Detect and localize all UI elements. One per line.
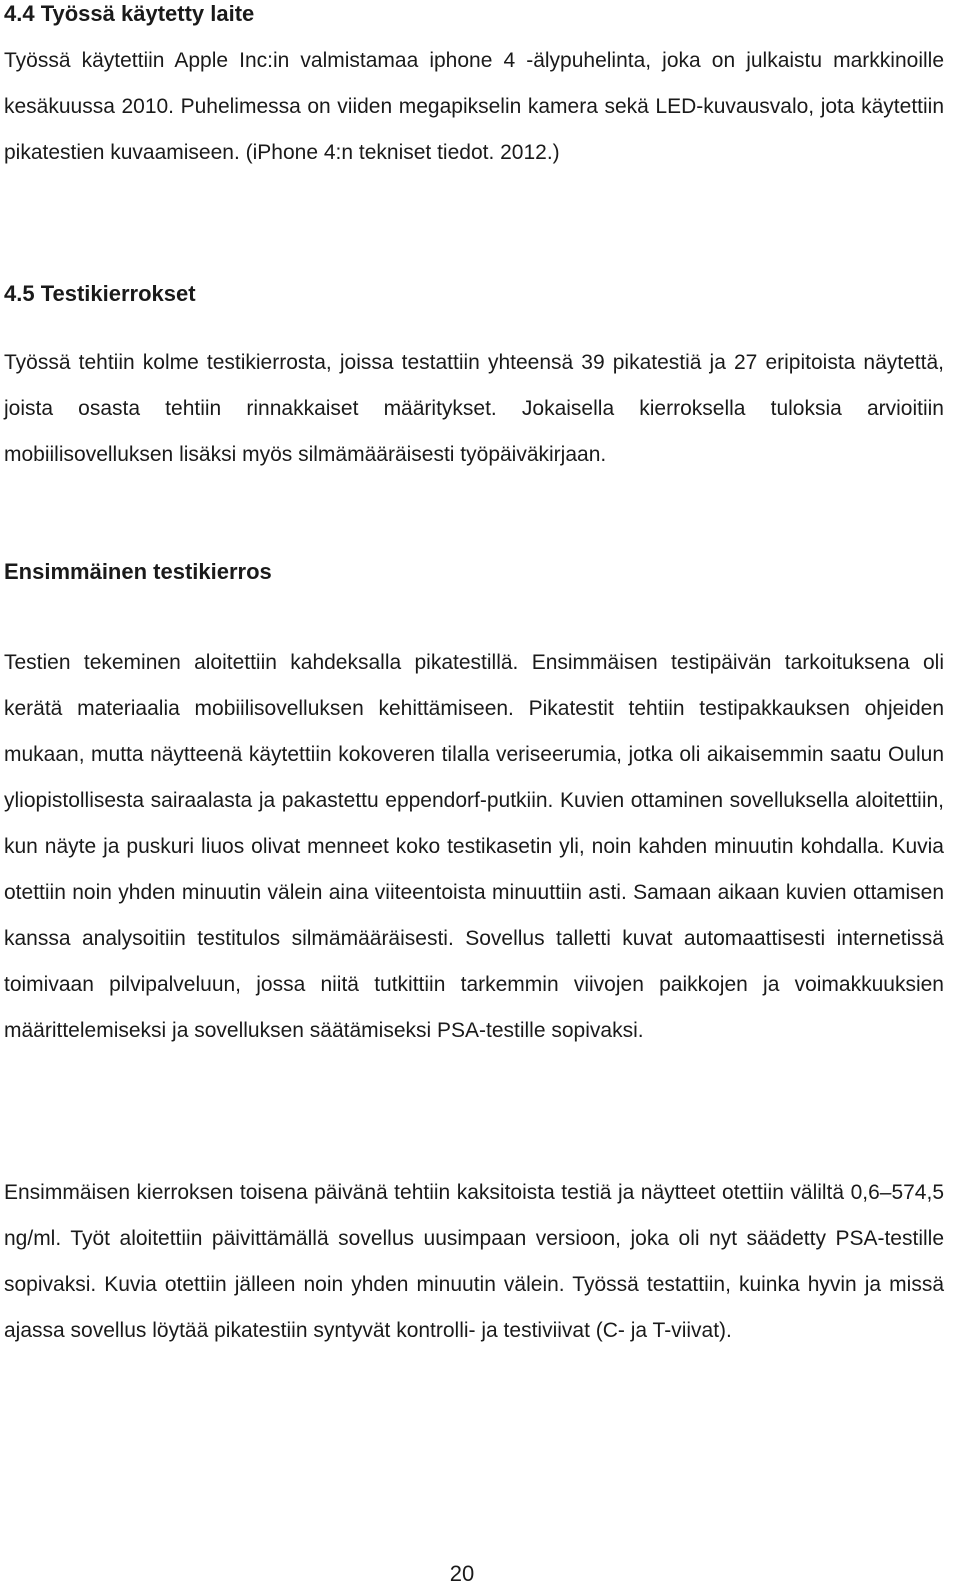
page-number: 20 xyxy=(449,1561,475,1586)
section-4-5-heading: 4.5 Testikierrokset xyxy=(4,281,196,306)
first-round-paragraph-2: Ensimmäisen kierroksen toisena päivänä tehtiin kaksitoista testiä ja näytteet otettiin väliltä 0,6–574,5 ng/ml. Työt aloitettiin päivittämällä sovellus uusimpaan versioon, joka oli nyt säädetty PSA-testille sopivaksi. Kuvia otettiin jälleen noin yhden minuutin välein. Työssä testattiin, kuinka hyvin ja missä ajassa sovellus löytää pikatestiin syntyvät kontrolli- ja testiviivat (C- ja T-viivat). xyxy=(4,1181,944,1342)
section-4-4-heading: 4.4 Työssä käytetty laite xyxy=(4,1,255,26)
first-round-heading: Ensimmäinen testikierros xyxy=(4,559,272,584)
first-round-paragraph-1: Testien tekeminen aloitettiin kahdeksalla pikatestillä. Ensimmäisen testipäivän tarkoituksena oli kerätä materiaalia mobiilisovelluksen kehittämiseen. Pikatestit tehtiin testipakkauksen ohjeiden mukaan, mutta näytteenä käytettiin kokoveren tilalla veriseerumia, jotka oli aikaisemmin saatu Oulun yliopistollisesta sairaalasta ja pakastettu eppendorf-putkiin. Kuvien ottaminen sovelluksella aloitettiin, kun näyte ja puskuri liuos olivat menneet koko testikasetin yli, noin kahden minuutin kohdalla. Kuvia otettiin noin yhden minuutin välein aina viiteentoista minuuttiin asti. Samaan aikaan kuvien ottamisen kanssa analysoitiin testitulos silmämääräisesti. Sovellus talletti kuvat automaattisesti internetissä toimivaan pilvipalveluun, jossa niitä tutkittiin tarkemmin viivojen paikkojen ja voimakkuuksien määrittelemiseksi ja sovelluksen säätämiseksi PSA-testille sopivaksi. xyxy=(4,651,944,1042)
section-4-4-paragraph: Työssä käytettiin Apple Inc:in valmistamaa iphone 4 -älypuhelinta, joka on julkaistu markkinoille kesäkuussa 2010. Puhelimessa on viiden megapikselin kamera sekä LED-kuvausvalo, jota käytettiin pikatestien kuvaamiseen. (iPhone 4:n tekniset tiedot. 2012.) xyxy=(4,49,944,164)
section-4-5-paragraph: Työssä tehtiin kolme testikierrosta, joissa testattiin yhteensä 39 pikatestiä ja 27 eripitoista näytettä, joista osasta tehtiin rinnakkaiset määritykset. Jokaisella kierroksella tuloksia arvioitiin mobiilisovelluksen lisäksi myös silmämääräisesti työpäiväkirjaan. xyxy=(4,351,944,466)
